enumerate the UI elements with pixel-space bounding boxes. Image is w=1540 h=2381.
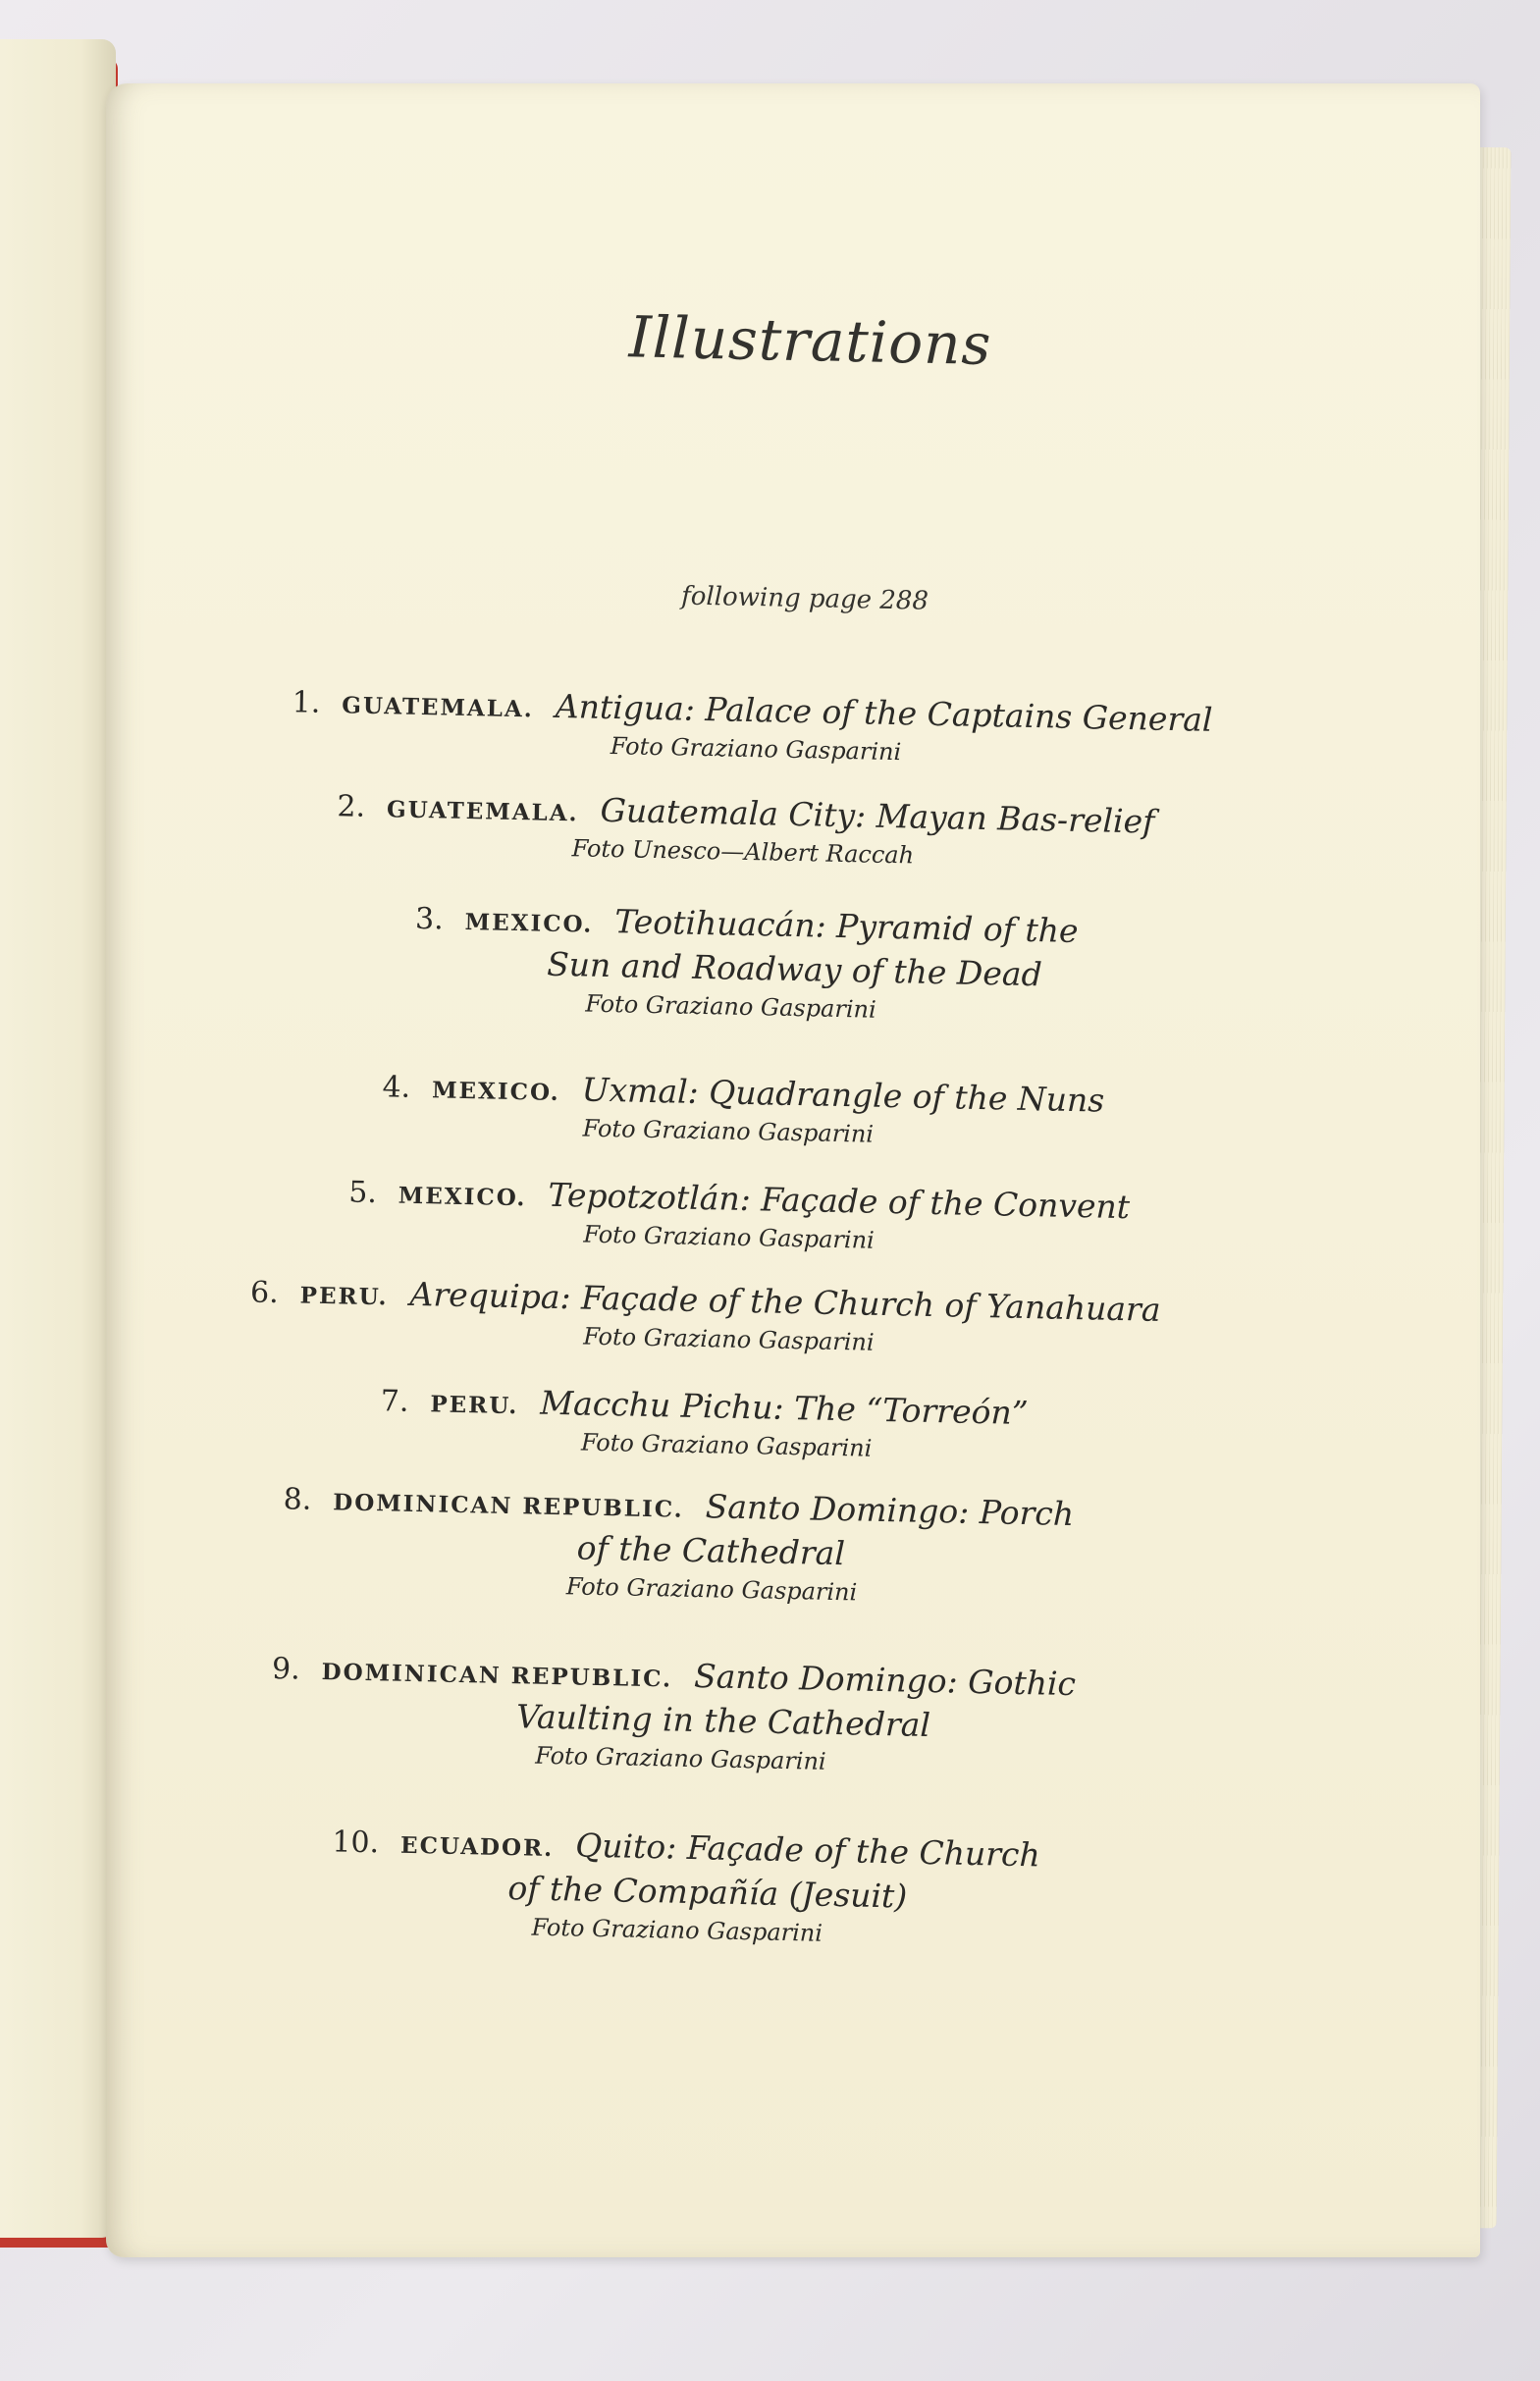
entry-number: 1. xyxy=(292,685,321,720)
entry-credit: Foto Graziano Gasparini xyxy=(582,1322,875,1356)
entry-credit: Foto Graziano Gasparini xyxy=(610,732,902,767)
entry-caption-continued: Sun and Roadway of the Dead xyxy=(546,944,1043,994)
illustration-entry-4 xyxy=(381,1066,1104,1152)
entry-number: 4. xyxy=(382,1070,411,1105)
entry-country: PERU. xyxy=(430,1391,519,1420)
page-content xyxy=(83,70,1503,2272)
entry-number: 10. xyxy=(332,1825,380,1861)
entry-caption-continued: of the Cathedral xyxy=(576,1528,846,1573)
entry-caption: Antigua: Palace of the Captains General xyxy=(555,686,1213,739)
illustration-entry-5 xyxy=(347,1172,1130,1260)
entry-number: 9. xyxy=(271,1651,301,1687)
entry-caption-continued: Vaulting in the Cathedral xyxy=(515,1697,931,1745)
entry-country: DOMINICAN REPUBLIC. xyxy=(332,1489,684,1523)
entry-number: 8. xyxy=(283,1482,312,1517)
entry-credit: Foto Graziano Gasparini xyxy=(583,1220,876,1254)
entry-number: 5. xyxy=(347,1175,378,1211)
entry-caption: Quito: Façade of the Church xyxy=(574,1825,1041,1875)
illustration-entry-7 xyxy=(380,1380,1029,1465)
entry-number: 7. xyxy=(380,1384,409,1419)
illustration-entry-1 xyxy=(292,681,1213,772)
illustration-entry-3 xyxy=(413,898,1079,1028)
entry-caption: Tepotzotlán: Façade of the Convent xyxy=(548,1175,1131,1227)
illustration-entry-2 xyxy=(336,785,1154,873)
book-page xyxy=(106,83,1480,2257)
entry-caption: Macchu Pichu: The “Torreón” xyxy=(539,1383,1029,1433)
illustration-entry-10 xyxy=(330,1821,1040,1951)
entry-number: 6. xyxy=(249,1275,280,1311)
entry-caption: Arequipa: Façade of the Church of Yanahuara xyxy=(409,1274,1161,1329)
entry-country: ECUADOR. xyxy=(399,1831,555,1863)
entry-credit: Foto Graziano Gasparini xyxy=(565,1572,858,1607)
entry-country: GUATEMALA. xyxy=(386,796,579,827)
entry-country: DOMINICAN REPUBLIC. xyxy=(321,1659,673,1693)
entry-country: MEXICO. xyxy=(464,908,594,938)
illustration-entry-6 xyxy=(249,1271,1161,1361)
entry-credit: Foto Graziano Gasparini xyxy=(582,1114,875,1148)
entry-credit: Foto Graziano Gasparini xyxy=(535,1741,826,1775)
entry-country: MEXICO. xyxy=(398,1182,527,1212)
following-page-note: following page 288 xyxy=(680,581,929,616)
entry-country: GUATEMALA. xyxy=(342,692,535,723)
entry-caption: Teotihuacán: Pyramid of the xyxy=(613,902,1079,951)
entry-credit: Foto Graziano Gasparini xyxy=(585,989,876,1024)
entry-caption: Santo Domingo: Gothic xyxy=(693,1657,1077,1704)
illustration-entry-8 xyxy=(282,1478,1075,1611)
entry-credit: Foto Unesco—Albert Raccah xyxy=(571,834,915,870)
entry-country: MEXICO. xyxy=(431,1077,560,1107)
page-title: Illustrations xyxy=(628,303,993,379)
illustration-entry-9 xyxy=(270,1648,1076,1780)
entry-caption-continued: of the Compañía (Jesuit) xyxy=(507,1869,908,1916)
entry-number: 2. xyxy=(337,789,366,824)
entry-caption: Guatemala City: Mayan Bas-relief xyxy=(600,790,1155,841)
entry-credit: Foto Graziano Gasparini xyxy=(580,1428,873,1462)
entry-caption: Santo Domingo: Porch xyxy=(705,1487,1075,1534)
entry-caption: Uxmal: Quadrangle of the Nuns xyxy=(581,1070,1105,1120)
entry-number: 3. xyxy=(414,901,445,937)
entry-country: PERU. xyxy=(299,1282,389,1311)
entry-credit: Foto Graziano Gasparini xyxy=(531,1913,823,1947)
